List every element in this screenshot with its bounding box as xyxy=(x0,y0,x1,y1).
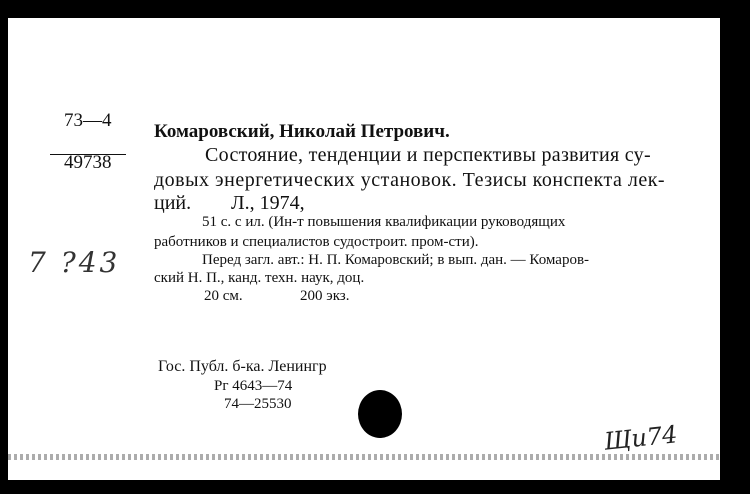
edition-count: 200 экз. xyxy=(300,288,350,304)
collation-line-1: 51 с. с ил. (Ин-т повышения квалификации руководящих xyxy=(202,214,566,230)
ink-blot xyxy=(358,390,402,438)
title-line-2: довых энергетических установок. Тезисы конспекта лек- xyxy=(154,169,666,191)
handwritten-mark: 7 ?43 xyxy=(28,246,121,279)
author-heading: Комаровский, Николай Петрович. xyxy=(154,121,450,142)
card-bottom-edge xyxy=(8,454,720,460)
shelfmark-top: 73—4 xyxy=(64,110,112,131)
library-line-1: Гос. Публ. б-ка. Ленингр xyxy=(158,358,327,375)
handwritten-signature: Щи74 xyxy=(602,420,679,456)
publication-info: Л., 1974, xyxy=(231,192,305,214)
library-line-3: 74—25530 xyxy=(224,396,292,412)
title-line-1: Состояние, тенденции и перспективы развития су- xyxy=(205,144,651,166)
title-line-3: ций. xyxy=(154,192,192,214)
shelfmark-bottom: 49738 xyxy=(64,152,112,173)
note-line-1: Перед загл. авт.: Н. П. Комаровский; в вып. дан. — Комаров- xyxy=(202,252,590,268)
library-line-2: Рг 4643—74 xyxy=(214,378,293,394)
size-field: 20 см. xyxy=(204,288,243,304)
catalog-card xyxy=(8,18,720,480)
note-line-2: ский Н. П., канд. техн. наук, доц. xyxy=(154,270,365,286)
collation-line-2: работников и специалистов судострoит. пром-сти). xyxy=(154,234,479,250)
